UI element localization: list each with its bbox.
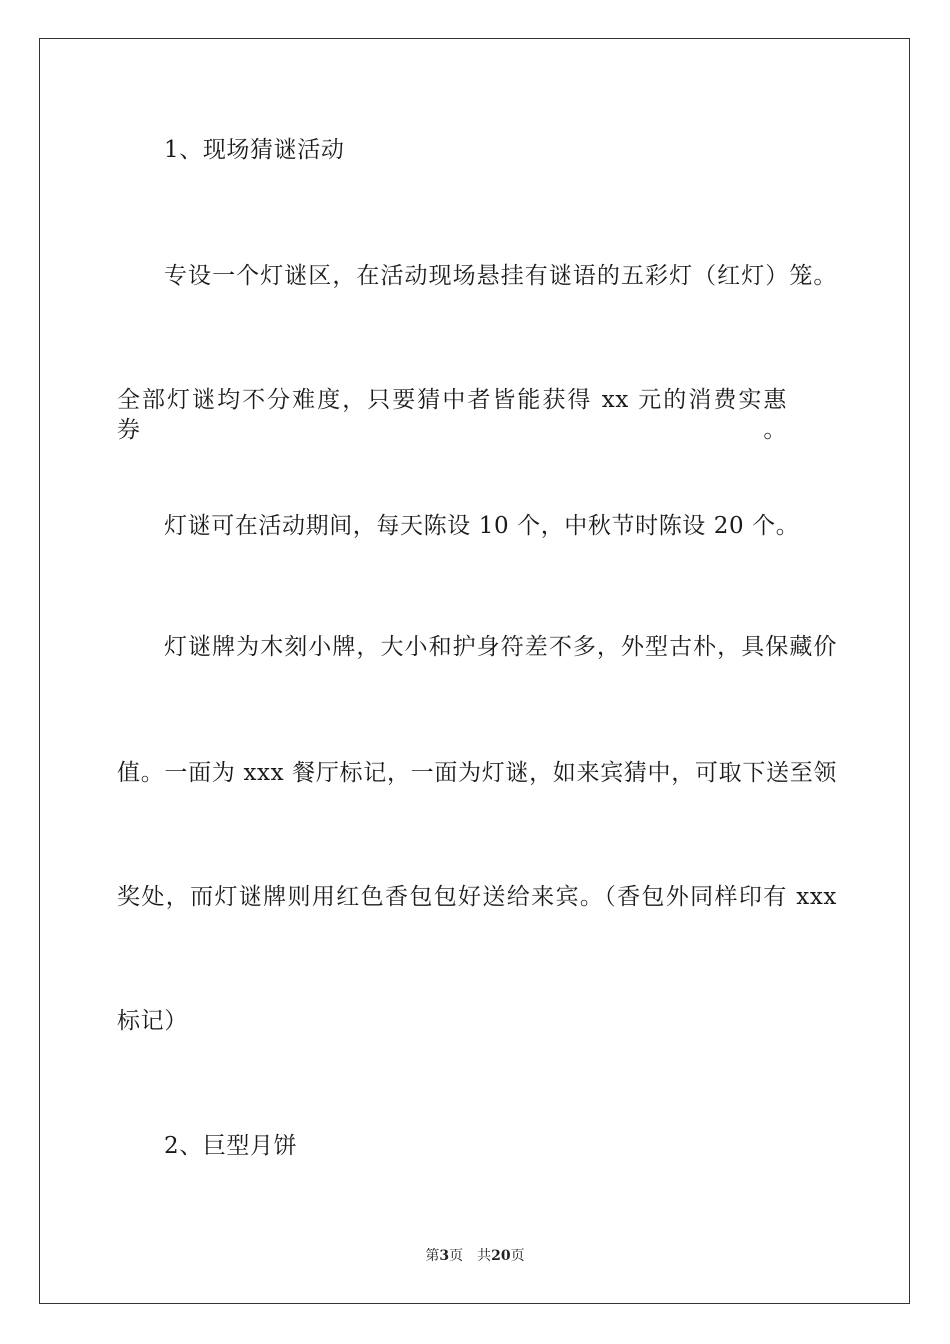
paragraph-line: 灯谜可在活动期间，每天陈设 10 个，中秋节时陈设 20 个。 [164,513,800,539]
total-page-count: 20 [491,1248,511,1264]
page-footer [0,1247,950,1265]
current-page-number: 3 [439,1248,450,1264]
paragraph-line: 专设一个灯谜区，在活动现场悬挂有谜语的五彩灯（红灯）笼。 [164,263,837,289]
paragraph-line: 值。一面为 xxx 餐厅标记，一面为灯谜，如来宾猜中，可取下送至领 [117,760,837,786]
page-suffix: 页 [449,1248,464,1264]
page-border [39,38,910,1304]
section-heading-2: 2、巨型月饼 [164,1133,298,1159]
paragraph-line: 灯谜牌为木刻小牌，大小和护身符差不多，外型古朴，具保藏价 [164,634,837,660]
page-prefix: 第 [425,1248,440,1264]
paragraph-line: 奖处，而灯谜牌则用红色香包包好送给来宾。（香包外同样印有 xxx [117,884,837,910]
section-heading-1: 1、现场猜谜活动 [164,137,345,163]
paragraph-line: 标记） [117,1008,188,1034]
paragraph-line: 全部灯谜均不分难度，只要猜中者皆能获得 xx 元的消费实惠券。 [117,387,787,443]
total-suffix: 页 [510,1248,525,1264]
total-prefix: 共 [477,1248,492,1264]
